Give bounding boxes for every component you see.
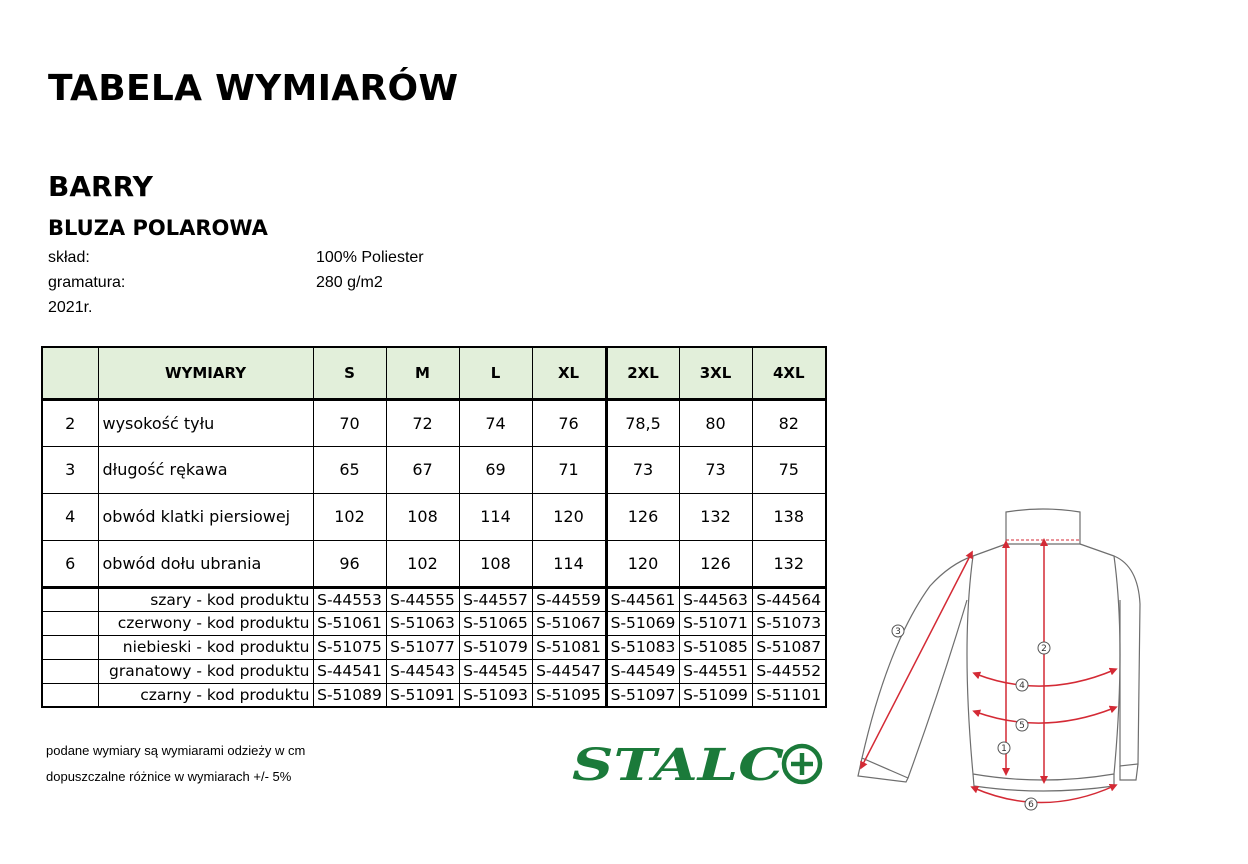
measurement-value: 120 (606, 540, 679, 587)
product-code: S-51065 (459, 611, 532, 635)
measurement-row (42, 399, 826, 446)
code-empty-cell (42, 659, 98, 683)
product-code: S-51091 (386, 683, 459, 707)
measurement-number: 2 (42, 399, 98, 446)
product-code: S-51101 (752, 683, 826, 707)
logo-text: STALC (572, 740, 784, 786)
measurement-value: 108 (386, 493, 459, 540)
product-code: S-51071 (679, 611, 752, 635)
weight-value: 280 g/m2 (316, 274, 383, 291)
measurement-value: 114 (459, 493, 532, 540)
product-code: S-51075 (313, 635, 386, 659)
product-code: S-51061 (313, 611, 386, 635)
size-header: 2XL (606, 347, 679, 399)
measurement-value: 73 (679, 446, 752, 493)
product-code: S-51083 (606, 635, 679, 659)
product-code: S-44545 (459, 659, 532, 683)
code-empty-cell (42, 683, 98, 707)
measurement-row (42, 493, 826, 540)
measurement-number: 4 (42, 493, 98, 540)
measurement-value: 73 (606, 446, 679, 493)
measurement-row (42, 446, 826, 493)
product-code: S-44551 (679, 659, 752, 683)
logo-plus-icon (784, 746, 820, 782)
product-code: S-51099 (679, 683, 752, 707)
measurement-number: 6 (42, 540, 98, 587)
product-code-row (42, 683, 826, 707)
weight-label: gramatura: (48, 274, 126, 291)
measurement-name: długość rękawa (98, 446, 313, 493)
code-color-name: szary - kod produktu (98, 587, 313, 611)
measurement-value: 71 (532, 446, 606, 493)
product-code: S-44559 (532, 587, 606, 611)
note-units: podane wymiary są wymiarami odzieży w cm (46, 743, 306, 758)
product-code: S-51063 (386, 611, 459, 635)
product-name: BARRY (48, 170, 153, 203)
product-code-row (42, 611, 826, 635)
measure-label: 5 (1019, 721, 1025, 731)
measurement-value: 120 (532, 493, 606, 540)
stalco-logo (572, 740, 824, 786)
product-code: S-44547 (532, 659, 606, 683)
size-header: S (313, 347, 386, 399)
measurement-value: 78,5 (606, 399, 679, 446)
measurement-value: 102 (386, 540, 459, 587)
product-code: S-44553 (313, 587, 386, 611)
measurement-value: 126 (606, 493, 679, 540)
product-code: S-51097 (606, 683, 679, 707)
product-code: S-51081 (532, 635, 606, 659)
measurement-value: 72 (386, 399, 459, 446)
product-code: S-44557 (459, 587, 532, 611)
measurement-value: 138 (752, 493, 826, 540)
product-code: S-44563 (679, 587, 752, 611)
table-header-row (42, 347, 826, 399)
code-color-name: czarny - kod produktu (98, 683, 313, 707)
product-code: S-51093 (459, 683, 532, 707)
size-header: 4XL (752, 347, 826, 399)
code-color-name: niebieski - kod produktu (98, 635, 313, 659)
product-code: S-51095 (532, 683, 606, 707)
product-code: S-51069 (606, 611, 679, 635)
measurement-value: 67 (386, 446, 459, 493)
code-color-name: czerwony - kod produktu (98, 611, 313, 635)
product-code: S-51067 (532, 611, 606, 635)
fleece-jacket-measurement-icon (848, 504, 1144, 820)
measurement-value: 80 (679, 399, 752, 446)
header-number-cell (42, 347, 98, 399)
size-header: XL (532, 347, 606, 399)
product-code: S-44555 (386, 587, 459, 611)
measurement-value: 114 (532, 540, 606, 587)
product-code: S-44541 (313, 659, 386, 683)
product-code: S-51089 (313, 683, 386, 707)
note-tolerance: dopuszczalne różnice w wymiarach +/- 5% (46, 769, 292, 784)
product-type: BLUZA POLAROWA (48, 216, 268, 240)
code-color-name: granatowy - kod produktu (98, 659, 313, 683)
measurement-value: 69 (459, 446, 532, 493)
composition-label: skład: (48, 249, 90, 266)
composition-value: 100% Poliester (316, 249, 424, 266)
measurement-value: 70 (313, 399, 386, 446)
product-code: S-51087 (752, 635, 826, 659)
measure-label: 4 (1019, 681, 1025, 691)
measure-label: 3 (895, 627, 901, 637)
header-label: WYMIARY (98, 347, 313, 399)
product-code: S-44549 (606, 659, 679, 683)
size-header: 3XL (679, 347, 752, 399)
size-table (41, 346, 827, 708)
product-code-row (42, 659, 826, 683)
code-empty-cell (42, 611, 98, 635)
measurement-value: 65 (313, 446, 386, 493)
measurement-name: wysokość tyłu (98, 399, 313, 446)
product-code-row (42, 587, 826, 611)
measurement-value: 102 (313, 493, 386, 540)
size-header: M (386, 347, 459, 399)
code-empty-cell (42, 587, 98, 611)
measure-label: 6 (1028, 800, 1034, 810)
measurement-value: 96 (313, 540, 386, 587)
measurement-value: 132 (679, 493, 752, 540)
measurement-row (42, 540, 826, 587)
measure-label: 2 (1041, 644, 1047, 654)
product-code: S-44564 (752, 587, 826, 611)
measurement-value: 126 (679, 540, 752, 587)
product-code: S-51085 (679, 635, 752, 659)
measure-label: 1 (1001, 744, 1007, 754)
measurement-value: 74 (459, 399, 532, 446)
measurement-value: 75 (752, 446, 826, 493)
size-header: L (459, 347, 532, 399)
product-code: S-44543 (386, 659, 459, 683)
product-code-row (42, 635, 826, 659)
page-title: TABELA WYMIARÓW (48, 68, 459, 109)
product-code: S-51073 (752, 611, 826, 635)
measurement-name: obwód dołu ubrania (98, 540, 313, 587)
measurement-value: 132 (752, 540, 826, 587)
measurement-value: 82 (752, 399, 826, 446)
year-label: 2021r. (48, 299, 93, 316)
product-code: S-44561 (606, 587, 679, 611)
code-empty-cell (42, 635, 98, 659)
measurement-value: 108 (459, 540, 532, 587)
measurement-name: obwód klatki piersiowej (98, 493, 313, 540)
measurement-value: 76 (532, 399, 606, 446)
product-code: S-51079 (459, 635, 532, 659)
measurement-number: 3 (42, 446, 98, 493)
product-code: S-51077 (386, 635, 459, 659)
product-code: S-44552 (752, 659, 826, 683)
